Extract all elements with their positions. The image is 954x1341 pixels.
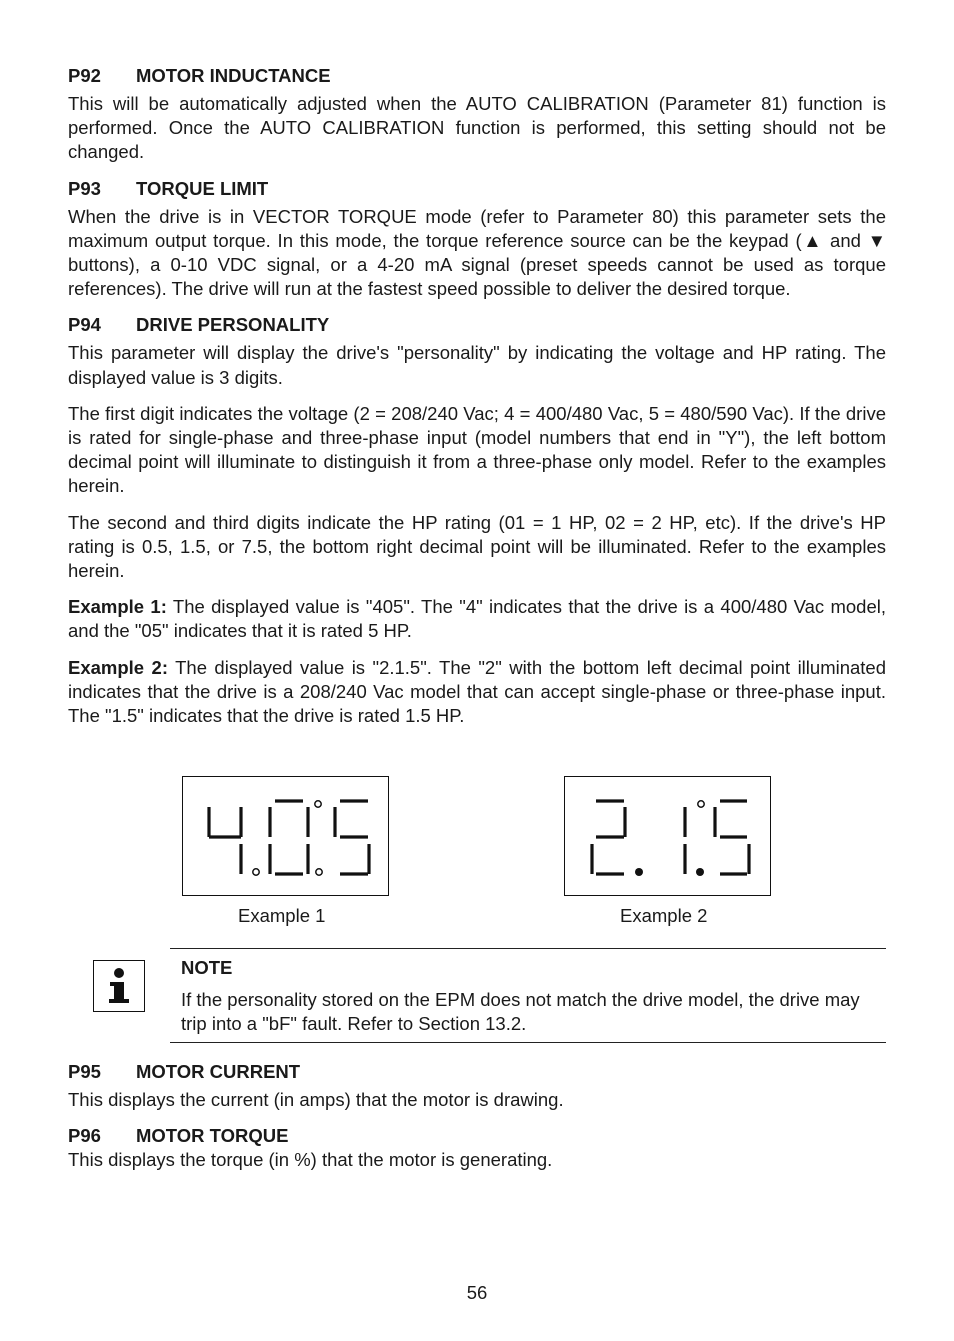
p92-title: MOTOR INDUCTANCE (136, 65, 331, 86)
p94-example1 (68, 595, 886, 643)
note-rule-bottom (170, 1042, 886, 1043)
display-example-1 (182, 776, 389, 896)
example2-text: The displayed value is "2.1.5". The "2" with the bottom left decimal point illuminated indicates that the drive is a 208/240 Vac model that can accept single-phase or three-phase input. The "1.5" indicates that the drive is rated 1.5 HP. (68, 656, 887, 727)
example1-text: The displayed value is "405". The "4" indicates that the drive is a 400/480 Vac model, and the "05" indicates that it is rated 5 HP. (68, 596, 886, 642)
dp-off (316, 869, 322, 875)
dp-off (315, 801, 321, 807)
p94-para3: The second and third digits indicate the HP rating (01 = 1 HP, 02 = 2 HP, etc). If the drive's HP rating is 0.5, 1.5, or 7.5, the bottom right decimal point will be illuminated. Refer to the examples herein. (68, 511, 886, 582)
dp-off (253, 869, 259, 875)
dp-on (635, 868, 643, 876)
page-number: 56 (466, 1282, 488, 1303)
p94-para1: This parameter will display the drive's "personality" by indicating the voltage and HP rating. The displayed value is 3 digits. (68, 342, 886, 388)
p94-example2 (68, 656, 886, 729)
note-box (68, 948, 886, 1043)
p94-heading (68, 313, 886, 337)
dp-off (698, 801, 704, 807)
seven-segment-2-1-5 (565, 777, 770, 895)
p95-code: P95 (68, 1061, 101, 1082)
display-example-2 (564, 776, 771, 896)
p96-text: This displays the torque (in %) that the motor is generating. (68, 1149, 553, 1171)
dp-on (696, 868, 704, 876)
example2-label: Example 2: (68, 656, 168, 678)
example2-caption: Example 2 (620, 905, 708, 926)
p95-title: MOTOR CURRENT (136, 1061, 301, 1082)
note-rule-top (170, 948, 886, 949)
p95-heading (68, 1060, 886, 1084)
p93-heading (68, 177, 886, 201)
p93-title: TORQUE LIMIT (136, 177, 269, 199)
p93-text: When the drive is in VECTOR TORQUE mode (refer to Parameter 80) this parameter sets the maximum output torque. In this mode, the torque reference source can be the keypad (▲ and ▼ buttons), a 0-10 VDC signal, or a 4-20 mA signal (preset speeds cannot be used as torque references). The drive will run at the fastest speed possible to deliver the desired torque. (68, 205, 886, 300)
page-body (68, 64, 886, 728)
p96-heading (68, 1124, 886, 1148)
example1-caption: Example 1 (238, 905, 326, 926)
example1-label: Example 1: (68, 596, 167, 618)
p96-code: P96 (68, 1125, 101, 1147)
note-text: If the personality stored on the EPM does not match the drive model, the drive may trip into a "bF" fault. Refer to Section 13.2. (181, 989, 860, 1035)
p93-code: P93 (68, 177, 101, 199)
note-title: NOTE (181, 957, 233, 978)
seven-segment-405 (183, 777, 388, 895)
p94-code: P94 (68, 314, 101, 336)
p92-code: P92 (68, 65, 101, 86)
p92-heading (68, 64, 886, 88)
p94-title: DRIVE PERSONALITY (136, 314, 330, 336)
info-icon (93, 960, 145, 1012)
p96-title: MOTOR TORQUE (136, 1125, 289, 1147)
p92-text: This will be automatically adjusted when the AUTO CALIBRATION (Parameter 81) function is performed. Once the AUTO CALIBRATION function is performed, this setting should not be changed. (68, 93, 886, 163)
p94-para2: The first digit indicates the voltage (2 = 208/240 Vac; 4 = 400/480 Vac, 5 = 480/590 Vac). If the drive is rated for single-phase and three-phase input (model numbers that end in "Y"), the left bottom decimal point will illuminate to distinguish it from a three-phase only model. Refer to the examples herein. (68, 402, 886, 497)
p95-text: This displays the current (in amps) that the motor is drawing. (68, 1089, 564, 1110)
display-examples (182, 776, 772, 898)
lower-sections (68, 1060, 886, 1172)
